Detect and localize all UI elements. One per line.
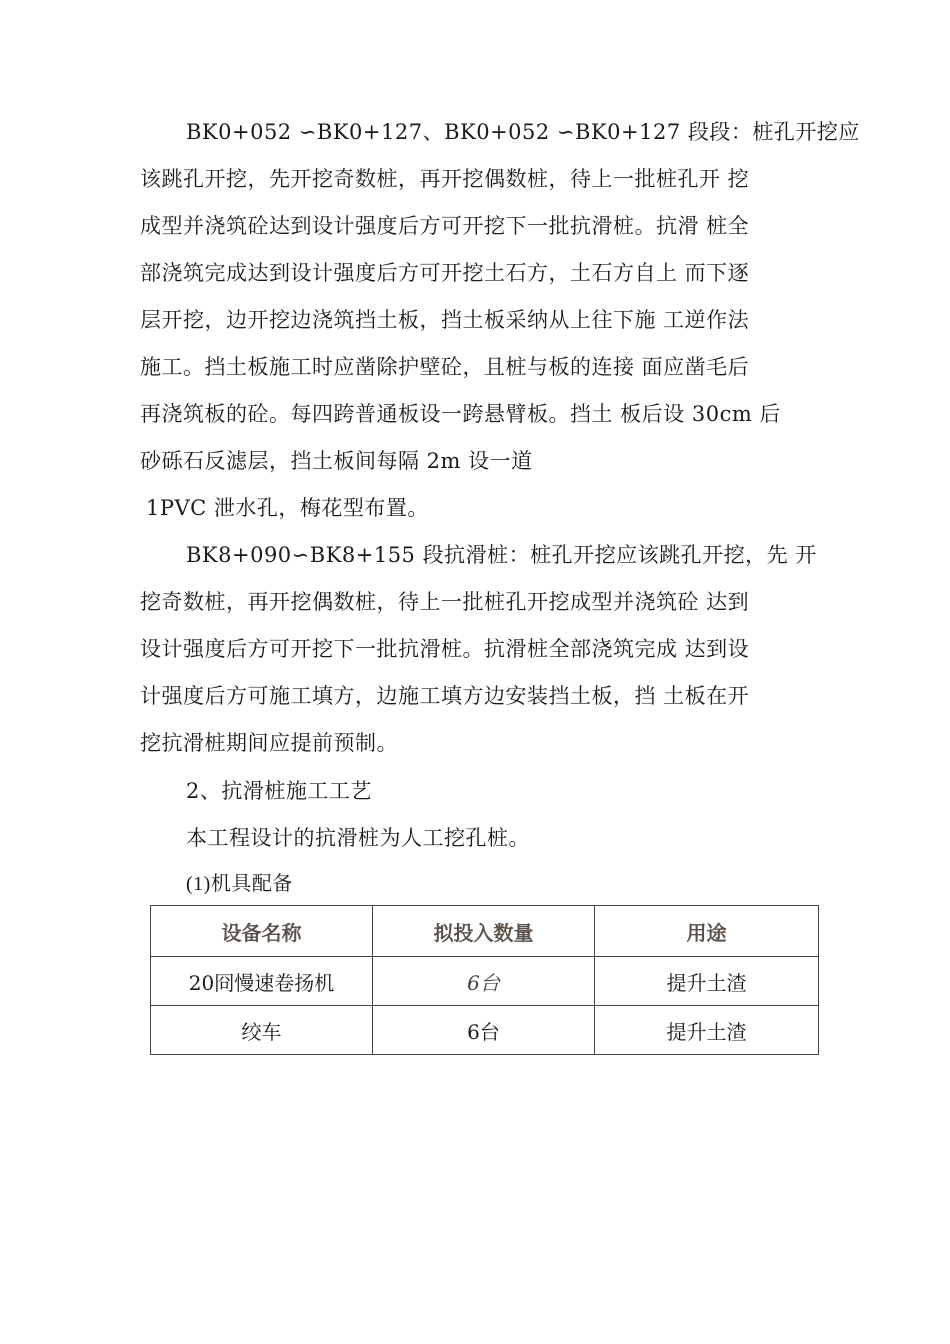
paragraph-1-line-3: 成型并浇筑砼达到设计强度后方可开挖下一批抗滑桩。抗滑 桩全 bbox=[140, 214, 750, 238]
cell-quantity: 6台 bbox=[373, 1006, 595, 1055]
cell-quantity: 6台 bbox=[373, 957, 595, 1006]
cell-usage: 提升土渣 bbox=[595, 957, 819, 1006]
cell-equipment-name: 绞车 bbox=[151, 1006, 373, 1055]
cell-usage: 提升土渣 bbox=[595, 1006, 819, 1055]
paragraph-1-line-1: BK0+052 ∽BK0+127、BK0+052 ∽BK0+127 段段：桩孔开挖应 bbox=[186, 120, 860, 144]
paragraph-2-line-3: 设计强度后方可开挖下一批抗滑桩。抗滑桩全部浇筑完成 达到设 bbox=[140, 637, 750, 661]
paragraph-1-line-7: 再浇筑板的砼。每四跨普通板设一跨悬臂板。挡土 板后设 30cm 后 bbox=[140, 402, 781, 426]
header-equipment-name: 设备名称 bbox=[151, 906, 373, 957]
cell-equipment-name: 20冏慢速卷扬机 bbox=[151, 957, 373, 1006]
paragraph-1-line-2: 该跳孔开挖，先开挖奇数桩，再开挖偶数桩，待上一批桩孔开 挖 bbox=[140, 167, 750, 191]
section-heading: 2、抗滑桩施工工艺 bbox=[186, 779, 372, 803]
paragraph-2-line-5: 挖抗滑桩期间应提前预制。 bbox=[140, 731, 398, 755]
paragraph-1-line-6: 施工。挡土板施工时应凿除护壁砼，且桩与板的连接 面应凿毛后 bbox=[140, 355, 750, 379]
paragraph-2-line-1: BK8+090∽BK8+155 段抗滑桩：桩孔开挖应该跳孔开挖，先 开 bbox=[186, 543, 817, 567]
intro-text: 本工程设计的抗滑桩为人工挖孔桩。 bbox=[186, 826, 530, 850]
table-row bbox=[151, 1006, 819, 1055]
paragraph-2-line-4: 计强度后方可施工填方，边施工填方边安装挡土板，挡 土板在开 bbox=[140, 684, 750, 708]
table-row bbox=[151, 957, 819, 1006]
paragraph-1-line-5: 层开挖，边开挖边浇筑挡土板，挡土板采纳从上往下施 工逆作法 bbox=[140, 308, 750, 332]
paragraph-1-line-4: 部浇筑完成达到设计强度后方可开挖土石方，土石方自上 而下逐 bbox=[140, 261, 750, 285]
paragraph-2-line-2: 挖奇数桩，再开挖偶数桩，待上一批桩孔开挖成型并浇筑砼 达到 bbox=[140, 590, 750, 614]
subheading: (1)机具配备 bbox=[186, 873, 293, 895]
paragraph-1-line-9: 1PVC 泄水孔，梅花型布置。 bbox=[146, 496, 429, 520]
header-usage: 用途 bbox=[595, 906, 819, 957]
header-quantity: 拟投入数量 bbox=[373, 906, 595, 957]
table-header-row bbox=[151, 906, 819, 957]
equipment-table bbox=[150, 905, 819, 1055]
paragraph-1-line-8: 砂砾石反滤层，挡土板间每隔 2m 设一道 bbox=[140, 449, 533, 473]
